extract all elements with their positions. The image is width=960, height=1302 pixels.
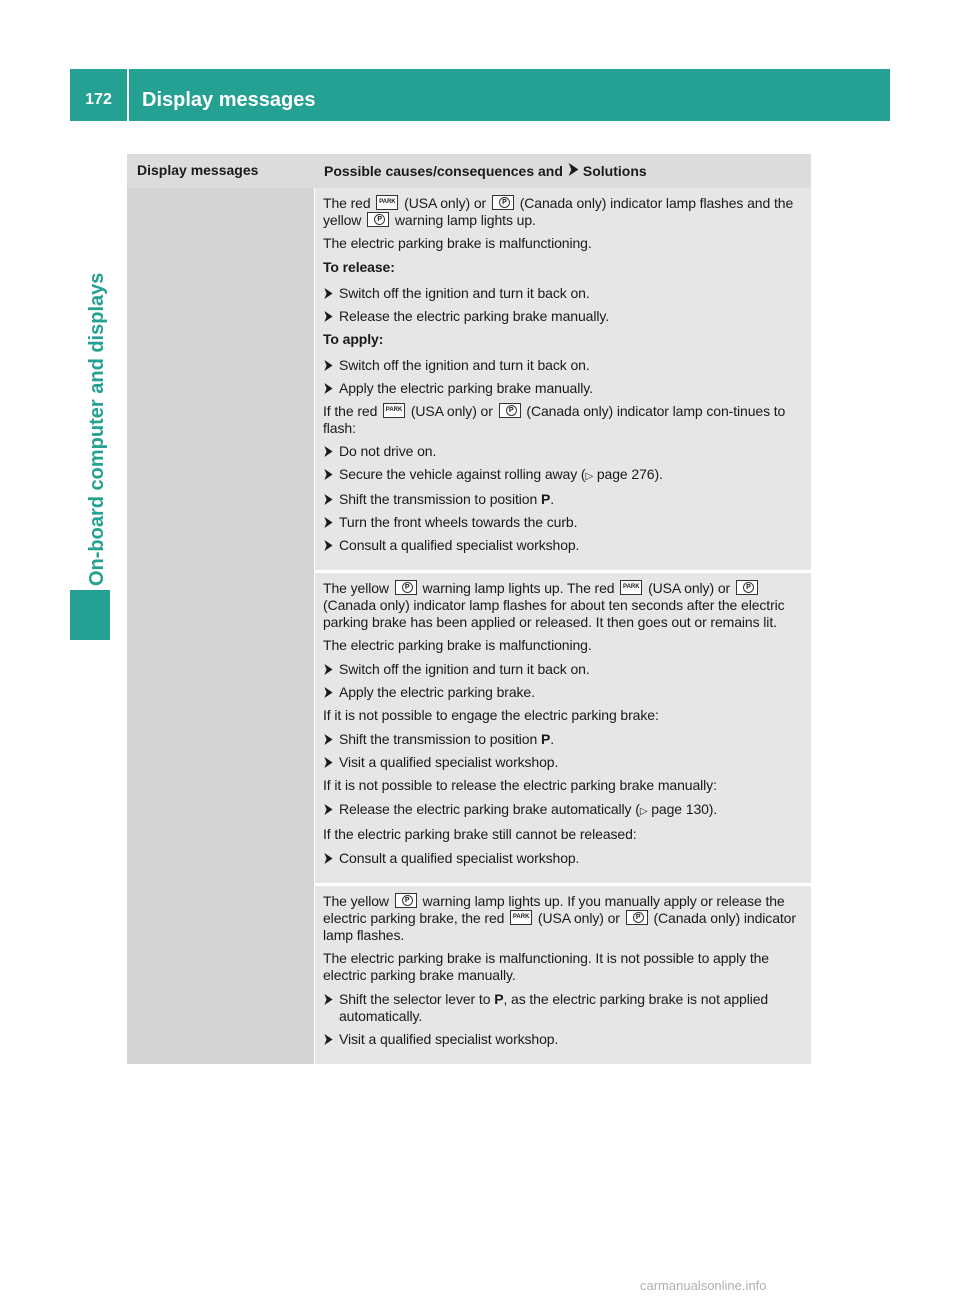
step-arrow-icon (323, 494, 333, 505)
row-intro (323, 893, 805, 944)
list-item (323, 514, 805, 531)
text: warning lamp lights up. The red (422, 580, 615, 596)
col-header-display-messages: Display messages (137, 162, 259, 178)
page-title: Display messages (142, 88, 316, 111)
release-label: To release: (323, 259, 395, 275)
flash-text (323, 403, 805, 437)
engage-text: If it is not possible to engage the electric parking brake: (323, 707, 659, 723)
step-arrow-icon (323, 734, 333, 745)
display-message-cell (127, 188, 314, 1064)
list-item (323, 308, 805, 325)
step-arrow-icon (323, 469, 333, 480)
page-header (70, 69, 890, 121)
step-text: Consult a qualified specialist workshop. (339, 850, 580, 866)
list-item (323, 491, 805, 508)
gear-position: P (494, 991, 504, 1007)
step-text: Secure the vehicle against rolling away ( (339, 466, 586, 482)
park-lamp-icon (376, 195, 398, 210)
step-text: Visit a qualified specialist workshop. (339, 1031, 559, 1047)
step-arrow-icon (323, 1034, 333, 1045)
step-arrow-icon (323, 383, 333, 394)
page-ref-icon: ▷ (585, 471, 594, 482)
page-number: 172 (85, 91, 112, 108)
text: or (717, 580, 731, 596)
list-item (323, 357, 805, 374)
table-row (315, 570, 811, 883)
step-arrow-icon (323, 360, 333, 371)
watermark: carmanualsonline.info (640, 1278, 767, 1293)
col-header-solutions-text: Solutions (582, 163, 647, 179)
text: warning lamp lights up. If you manually apply or release the electric parking brake, the red (323, 893, 785, 926)
text: The yellow (323, 580, 389, 596)
still-text: If the electric parking brake still cannot be released: (323, 826, 637, 842)
step-arrow-icon (323, 853, 333, 864)
text: (Canada only) indicator lamp con-tinues to flash: (323, 403, 786, 436)
apply-label: To apply: (323, 331, 384, 347)
table-header (127, 154, 811, 188)
step-text: Turn the front wheels towards the curb. (339, 514, 578, 530)
step-arrow-icon (323, 540, 333, 551)
parking-brake-lamp-icon (626, 910, 648, 925)
gear-position: P (540, 731, 551, 747)
list-item (323, 731, 805, 748)
parking-brake-lamp-icon (395, 580, 417, 595)
row-intro (323, 195, 805, 229)
header-divider (127, 69, 129, 121)
text: . (550, 491, 554, 507)
step-text: Switch off the ignition and turn it back on. (339, 357, 590, 373)
step-arrow-icon (323, 994, 333, 1005)
step-text: Apply the electric parking brake. (339, 684, 535, 700)
step-text: Release the electric parking brake manually. (339, 308, 610, 324)
step-text: Switch off the ignition and turn it back on. (339, 285, 590, 301)
parking-brake-lamp-icon (367, 212, 389, 227)
col-header-causes-text: Possible causes/consequences and (324, 163, 563, 179)
step-arrow-icon (323, 288, 333, 299)
list-item (323, 537, 805, 554)
page-reference-link[interactable]: page 276). (596, 466, 663, 482)
list-item (323, 285, 805, 302)
park-lamp-icon (620, 580, 642, 595)
table-row (315, 883, 811, 1064)
text: (Canada only) indicator lamp flashes for about ten seconds after the electric parking brake has been applied or released. It then goes out or remains lit. (323, 597, 785, 630)
display-messages-table (127, 154, 811, 1064)
parking-brake-lamp-icon (395, 893, 417, 908)
section-side-tab: On-board computer and displays (86, 272, 108, 586)
text: (USA only) or (410, 403, 493, 419)
table-row (315, 188, 811, 570)
page-reference-link[interactable]: page 130). (651, 801, 718, 817)
cause-text: The electric parking brake is malfunctioning. (323, 235, 592, 251)
text: The red (323, 195, 371, 211)
step-arrow-icon (323, 517, 333, 528)
step-arrow-icon (323, 311, 333, 322)
cause-text: The electric parking brake is malfunctioning. It is not possible to apply the electric parking brake manually. (323, 950, 769, 983)
list-item (323, 466, 805, 485)
text: (Canada only) indicator lamp flashes and the yellow (323, 195, 794, 228)
table-body (127, 188, 811, 1064)
step-text: Switch off the ignition and turn it back on. (339, 661, 590, 677)
step-arrow-icon (323, 446, 333, 457)
step-text: Apply the electric parking brake manually. (339, 380, 593, 396)
text: The yellow (323, 893, 389, 909)
step-text: Shift the transmission to position (339, 731, 538, 747)
list-item (323, 754, 805, 771)
text: If the red (323, 403, 378, 419)
text: (USA only) (648, 580, 715, 596)
list-item (323, 684, 805, 701)
text: warning lamp lights up. (394, 212, 536, 228)
parking-brake-lamp-icon (499, 403, 521, 418)
arrow-right-icon (567, 163, 579, 176)
step-text: Release the electric parking brake automatically ( (339, 801, 640, 817)
step-arrow-icon (323, 757, 333, 768)
step-text: Do not drive on. (339, 443, 437, 459)
cause-text: The electric parking brake is malfunctioning. (323, 637, 592, 653)
text: , as the electric parking brake is not applied automatically. (339, 991, 769, 1024)
step-text: Visit a qualified specialist workshop. (339, 754, 559, 770)
release-text: If it is not possible to release the electric parking brake manually: (323, 777, 717, 793)
gear-position: P (540, 491, 551, 507)
parking-brake-lamp-icon (492, 195, 514, 210)
step-arrow-icon (323, 664, 333, 675)
text: (USA only) or (404, 195, 487, 211)
list-item (323, 1031, 805, 1048)
text: (Canada only) indicator lamp flashes. (323, 910, 796, 943)
step-text: Consult a qualified specialist workshop. (339, 537, 580, 553)
col-header-causes (314, 154, 811, 188)
text: . (550, 731, 554, 747)
parking-brake-lamp-icon (736, 580, 758, 595)
text: (USA only) or (537, 910, 620, 926)
row-intro (323, 580, 805, 631)
step-text: Shift the selector lever to (339, 991, 491, 1007)
list-item (323, 443, 805, 460)
park-lamp-icon (510, 910, 532, 925)
list-item (323, 991, 805, 1025)
list-item (323, 380, 805, 397)
list-item (323, 661, 805, 678)
side-tab-marker (70, 590, 110, 640)
step-arrow-icon (323, 687, 333, 698)
park-lamp-icon (383, 403, 405, 418)
list-item (323, 801, 805, 820)
page-ref-icon: ▷ (639, 806, 648, 817)
step-text: Shift the transmission to position (339, 491, 538, 507)
list-item (323, 850, 805, 867)
step-arrow-icon (323, 804, 333, 815)
